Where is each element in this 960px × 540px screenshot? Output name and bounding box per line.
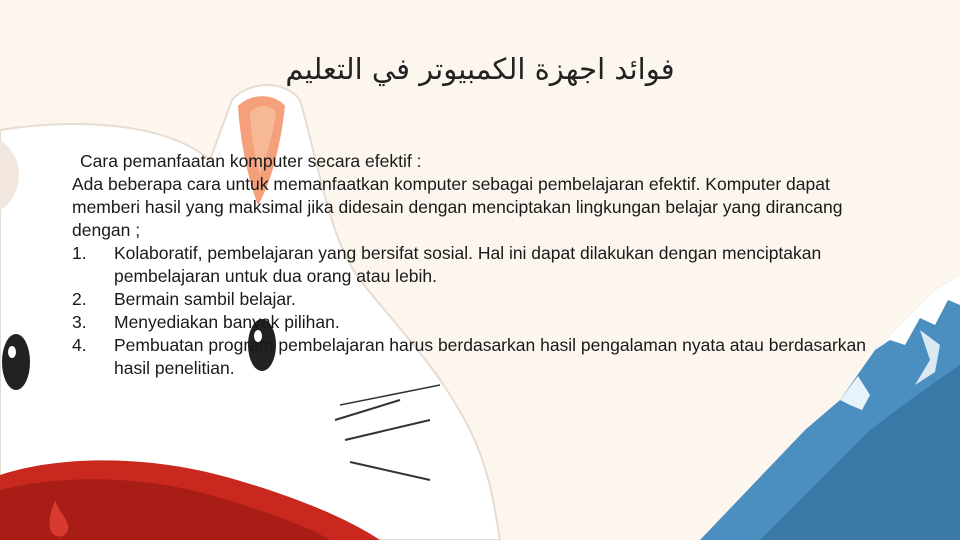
slide-title: فوائد اجهزة الكمبيوتر في التعليم	[285, 52, 675, 86]
list-item	[72, 288, 902, 311]
body-paragraph: Ada beberapa cara untuk memanfaatkan komputer sebagai pembelajaran efektif. Komputer dapat memberi hasil yang maksimal jika didesain dengan menciptakan lingkungan belajar yang dirancang dengan ;	[72, 174, 843, 240]
slide-content	[72, 150, 902, 380]
intro-text: Cara pemanfaatan komputer secara efektif :	[80, 151, 422, 171]
list-item-text: Bermain sambil belajar.	[114, 289, 296, 309]
list-item	[72, 311, 902, 334]
list-item-number: 1.	[72, 243, 87, 263]
list-item	[72, 242, 902, 288]
list-item-text: Pembuatan program pembelajaran harus berdasarkan hasil pengalaman nyata atau berdasarkan hasil penelitian.	[114, 335, 867, 378]
numbered-list	[72, 242, 902, 380]
list-item-text: Menyediakan banyak pilihan.	[114, 312, 340, 332]
list-item-number: 3.	[72, 312, 87, 332]
list-item-number: 2.	[72, 289, 87, 309]
list-item-text: Kolaboratif, pembelajaran yang bersifat sosial. Hal ini dapat dilakukan dengan menciptakan pembelajaran untuk dua orang atau lebih.	[114, 243, 822, 286]
list-item	[72, 334, 902, 380]
list-item-number: 4.	[72, 335, 87, 355]
